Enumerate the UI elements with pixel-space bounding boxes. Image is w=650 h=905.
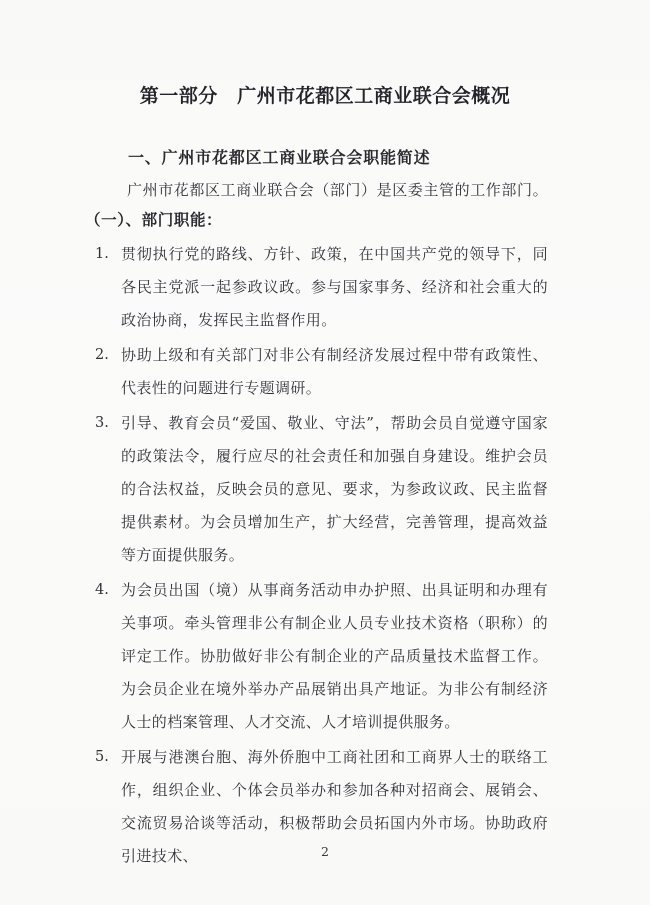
sub-heading: （一）、部门职能： — [85, 210, 223, 229]
list-item — [95, 407, 548, 572]
duty-list — [95, 238, 548, 875]
list-item-text: 引导、教育会员“爱国、敬业、守法”，帮助会员自觉遵守国家的政策法令，履行应尽的社会责任和加强自身建设。维护会员的合法权益，反映会员的意见、要求，为参政议政、民主监督提供素材。为会员增加生产，扩大经营，完善管理，提高效益等方面提供服务。 — [121, 414, 548, 564]
list-item-text: 协助上级和有关部门对非公有制经济发展过程中带有政策性、代表性的问题进行专题调研。 — [121, 346, 548, 397]
intro-paragraph: 广州市花都区工商业联合会（部门）是区委主管的工作部门。 — [127, 181, 549, 199]
list-item — [95, 339, 548, 405]
page-title: 第一部分 广州市花都区工商业联合会概况 — [139, 85, 511, 107]
list-item-number: 2. — [95, 347, 109, 363]
list-item-text: 开展与港澳台胞、海外侨胞中工商社团和工商界人士的联络工作，组织企业、个体会员举办和参加各种对招商会、展销会、交流贸易洽谈等活动，积极帮助会员拓国内外市场。协助政府引进技术、 — [121, 748, 548, 865]
page-number: 2 — [321, 844, 329, 859]
section-heading: 一、广州市花都区工商业联合会职能简述 — [128, 148, 431, 167]
list-item-number: 1. — [95, 246, 109, 262]
list-item — [95, 574, 548, 739]
list-item-number: 4. — [95, 582, 109, 598]
list-item-text: 贯彻执行党的路线、方针、政策，在中国共产党的领导下，同各民主党派一起参政议政。参与国家事务、经济和社会重大的政治协商，发挥民主监督作用。 — [121, 245, 548, 329]
list-item-number: 3. — [95, 415, 109, 431]
list-item-text: 为会员出国（境）从事商务活动申办护照、出具证明和办理有关事项。牵头管理非公有制企业人员专业技术资格（职称）的评定工作。协肋做好非公有制企业的产品质量技术监督工作。为会员企业在境外举办产品展销出具产地证。为非公有制经济人士的档案管理、人才交流、人才培训提供服务。 — [121, 581, 548, 731]
list-item — [95, 238, 548, 337]
list-item-number: 5. — [95, 749, 109, 765]
